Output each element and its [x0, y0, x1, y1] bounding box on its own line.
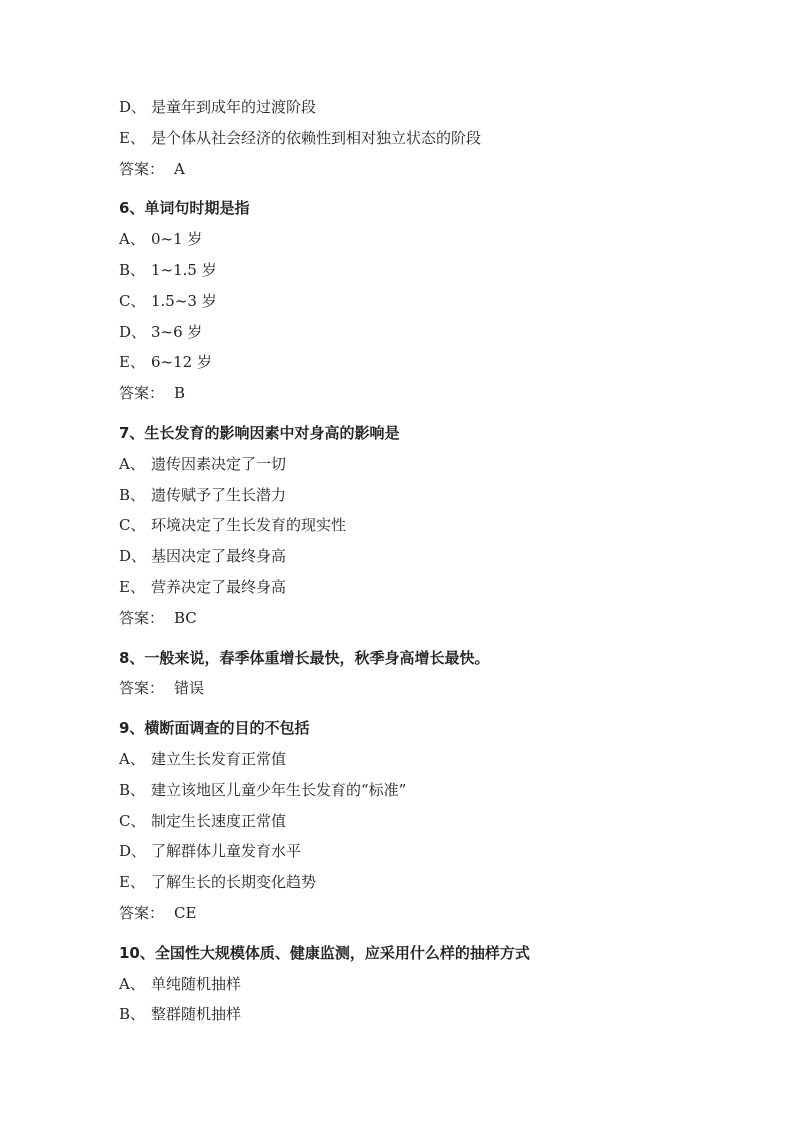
option-b: [119, 483, 739, 514]
option-letter: A、: [119, 454, 145, 473]
option-e: [119, 350, 739, 381]
option-a: [119, 452, 739, 483]
option-text: 了解生长的长期变化趋势: [151, 873, 317, 892]
answer-value: A: [174, 159, 185, 178]
option-text: 遗传因素决定了一切: [151, 454, 287, 473]
option-b: [119, 1002, 739, 1033]
option-letter: D、: [119, 547, 147, 566]
option-letter: B、: [119, 780, 146, 799]
option-c: [119, 809, 739, 840]
option-letter: E、: [119, 577, 145, 596]
answer-label: 答案：: [119, 608, 165, 627]
option-letter: A、: [119, 230, 145, 249]
option-a: [119, 227, 739, 258]
question-title: 6、单词句时期是指: [119, 199, 250, 218]
option-text: 环境决定了生长发育的现实性: [151, 516, 347, 535]
option-text: 基因决定了最终身高: [151, 547, 287, 566]
option-letter: B、: [119, 1005, 146, 1024]
question-title: 9、横断面调查的目的不包括: [119, 719, 310, 738]
option-a: [119, 972, 739, 1003]
option-b: [119, 778, 739, 809]
answer-label: 答案：: [119, 679, 165, 698]
question-title: 8、一般来说，春季体重增长最快，秋季身高增长最快。: [119, 648, 490, 667]
option-text: 1~1.5 岁: [151, 260, 217, 279]
option-text: 建立该地区儿童少年生长发育的“标准”: [151, 780, 407, 799]
option-text: 单纯随机抽样: [151, 974, 242, 993]
answer-label: 答案：: [119, 384, 165, 403]
option-letter: E、: [119, 353, 145, 372]
option-d: [119, 544, 739, 575]
question-title: 7、生长发育的影响因素中对身高的影响是: [119, 423, 400, 442]
answer-value: BC: [174, 608, 197, 627]
question-10: [119, 941, 739, 1033]
option-d: [119, 95, 739, 126]
option-text: 是个体从社会经济的依赖性到相对独立状态的阶段: [151, 128, 482, 147]
option-letter: B、: [119, 260, 146, 279]
answer-value: B: [174, 384, 186, 403]
option-letter: D、: [119, 322, 147, 341]
option-text: 制定生长速度正常值: [151, 811, 287, 830]
option-text: 整群随机抽样: [151, 1005, 242, 1024]
option-text: 了解群体儿童发育水平: [151, 842, 302, 861]
option-letter: C、: [119, 516, 146, 535]
option-e: [119, 126, 739, 157]
option-text: 1.5~3 岁: [151, 291, 217, 310]
question-5-continued: [119, 95, 739, 187]
answer-line: [119, 901, 739, 932]
option-text: 0~1 岁: [151, 230, 203, 249]
option-letter: D、: [119, 98, 147, 116]
option-text: 3~6 岁: [151, 322, 203, 341]
option-d: [119, 320, 739, 351]
option-letter: A、: [119, 749, 145, 768]
question-7: [119, 421, 739, 637]
document-page: [119, 95, 739, 1033]
answer-value: 错误: [174, 679, 205, 698]
option-text: 营养决定了最终身高: [151, 577, 287, 596]
answer-line: [119, 676, 739, 707]
option-c: [119, 289, 739, 320]
option-d: [119, 839, 739, 870]
option-letter: B、: [119, 485, 146, 504]
answer-line: [119, 157, 739, 188]
answer-label: 答案：: [119, 903, 165, 922]
option-letter: C、: [119, 811, 146, 830]
question-9: [119, 716, 739, 932]
answer-value: CE: [174, 903, 197, 922]
option-letter: D、: [119, 842, 147, 861]
question-8: [119, 646, 739, 708]
answer-line: [119, 381, 739, 412]
option-c: [119, 513, 739, 544]
option-e: [119, 870, 739, 901]
option-text: 是童年到成年的过渡阶段: [151, 98, 317, 116]
option-letter: E、: [119, 873, 145, 892]
answer-line: [119, 606, 739, 637]
option-letter: E、: [119, 128, 145, 147]
option-letter: C、: [119, 291, 146, 310]
option-a: [119, 747, 739, 778]
answer-label: 答案：: [119, 159, 165, 178]
option-text: 遗传赋予了生长潜力: [151, 485, 287, 504]
option-letter: A、: [119, 974, 145, 993]
option-b: [119, 258, 739, 289]
option-text: 建立生长发育正常值: [151, 749, 287, 768]
option-text: 6~12 岁: [151, 353, 212, 372]
option-e: [119, 575, 739, 606]
question-6: [119, 196, 739, 412]
question-title: 10、全国性大规模体质、健康监测，应采用什么样的抽样方式: [119, 943, 530, 962]
